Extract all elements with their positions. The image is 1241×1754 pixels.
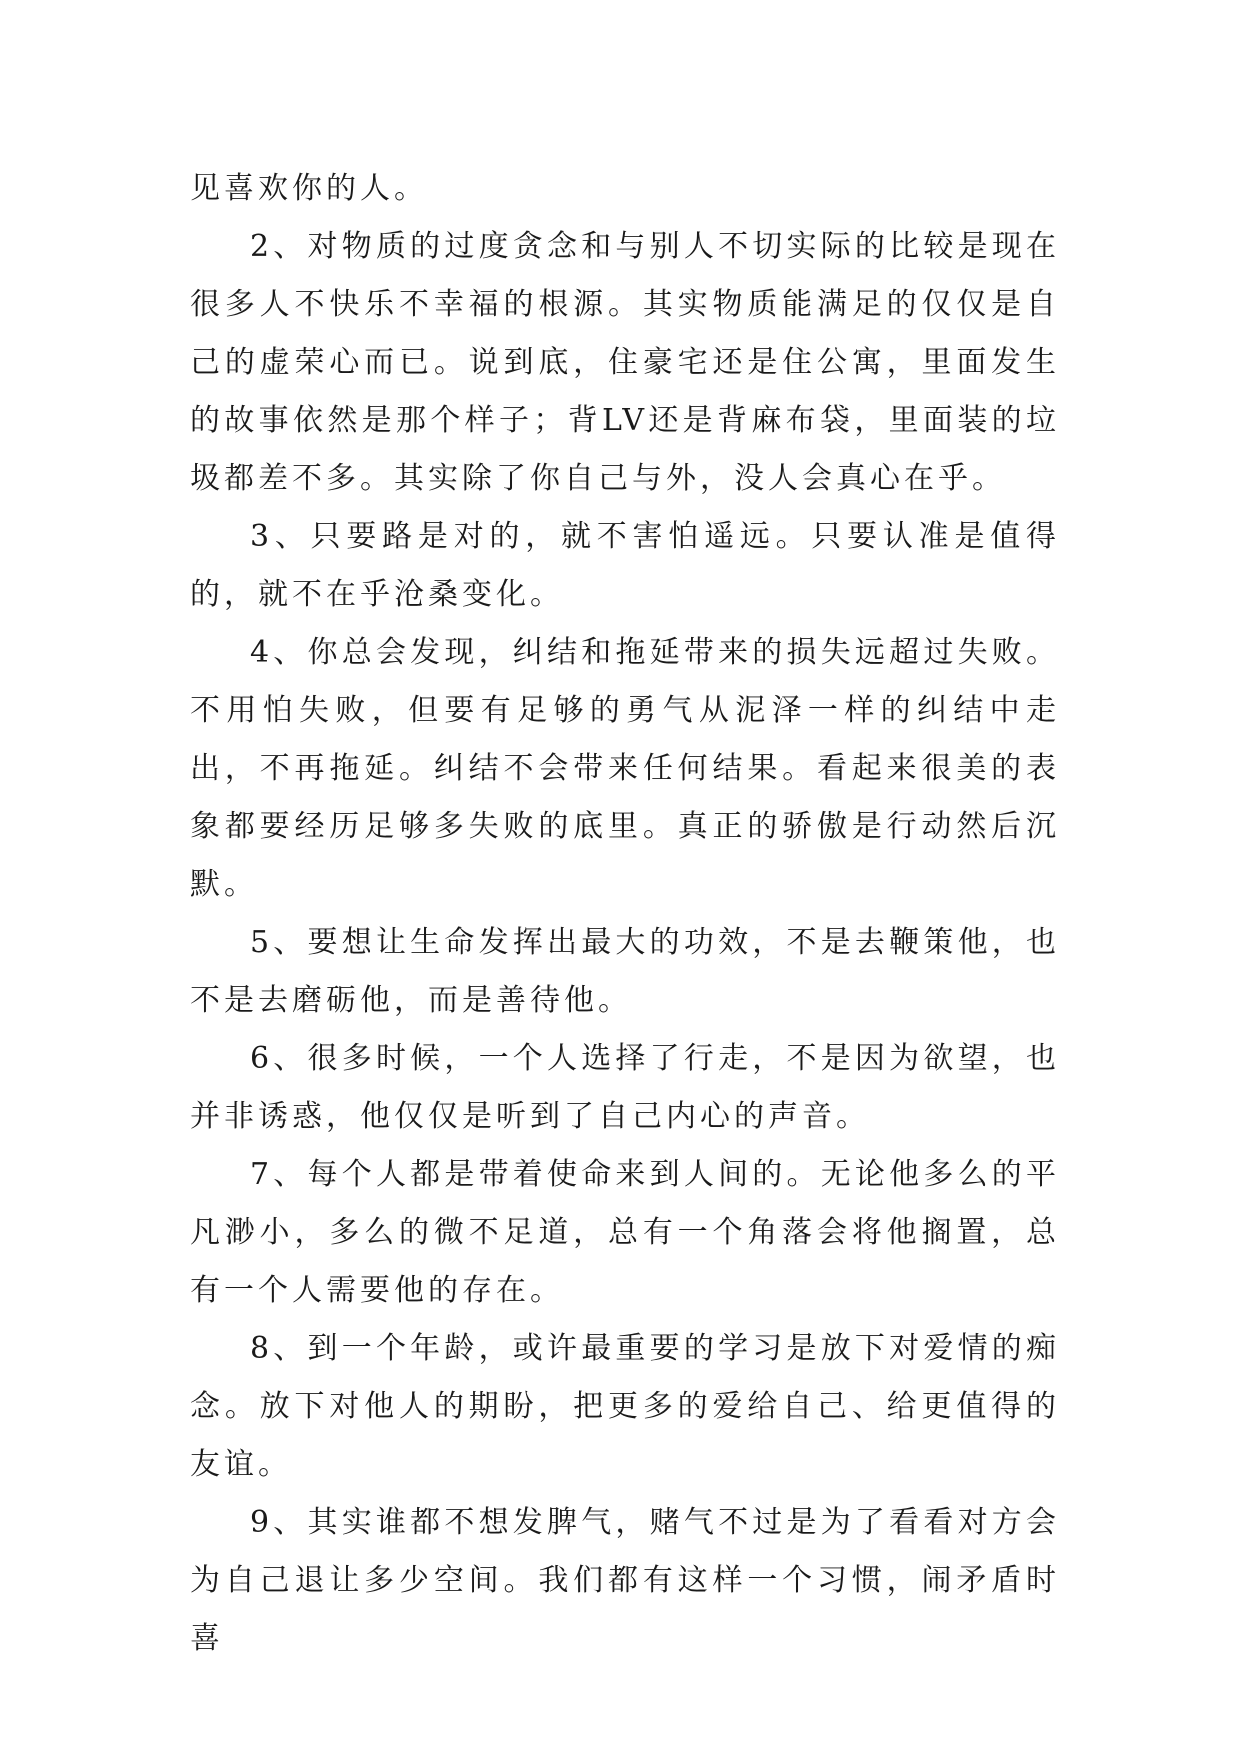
paragraph-item-5: 5、要想让生命发挥出最大的功效，不是去鞭策他，也不是去磨砺他，而是善待他。 — [190, 925, 1060, 1018]
paragraph-item-7: 7、每个人都是带着使命来到人间的。无论他多么的平凡渺小，多么的微不足道，总有一个角落会将他搁置，总有一个人需要他的存在。 — [190, 1157, 1060, 1308]
paragraph-item-2: 2、对物质的过度贪念和与别人不切实际的比较是现在很多人不快乐不幸福的根源。其实物质能满足的仅仅是自己的虚荣心而已。说到底，住豪宅还是住公寓，里面发生的故事依然是那个样子；背LV还是背麻布袋，里面装的垃圾都差不多。其实除了你自己与外，没人会真心在乎。 — [190, 229, 1060, 496]
paragraph-item-9: 9、其实谁都不想发脾气，赌气不过是为了看看对方会为自己退让多少空间。我们都有这样一个习惯，闹矛盾时喜 — [190, 1505, 1060, 1656]
paragraph-continuation: 见喜欢你的人。 — [190, 171, 428, 206]
paragraph-item-4: 4、你总会发现，纠结和拖延带来的损失远超过失败。不用怕失败，但要有足够的勇气从泥泽一样的纠结中走出，不再拖延。纠结不会带来任何结果。看起来很美的表象都要经历足够多失败的底里。真正的骄傲是行动然后沉默。 — [190, 635, 1060, 902]
paragraph-item-6: 6、很多时候，一个人选择了行走，不是因为欲望，也并非诱惑，他仅仅是听到了自己内心的声音。 — [190, 1041, 1060, 1134]
paragraph-item-8: 8、到一个年龄，或许最重要的学习是放下对爱情的痴念。放下对他人的期盼，把更多的爱给自己、给更值得的友谊。 — [190, 1331, 1060, 1482]
paragraph-item-3: 3、只要路是对的，就不害怕遥远。只要认准是值得的，就不在乎沧桑变化。 — [190, 519, 1060, 612]
document-body — [190, 160, 1060, 1668]
